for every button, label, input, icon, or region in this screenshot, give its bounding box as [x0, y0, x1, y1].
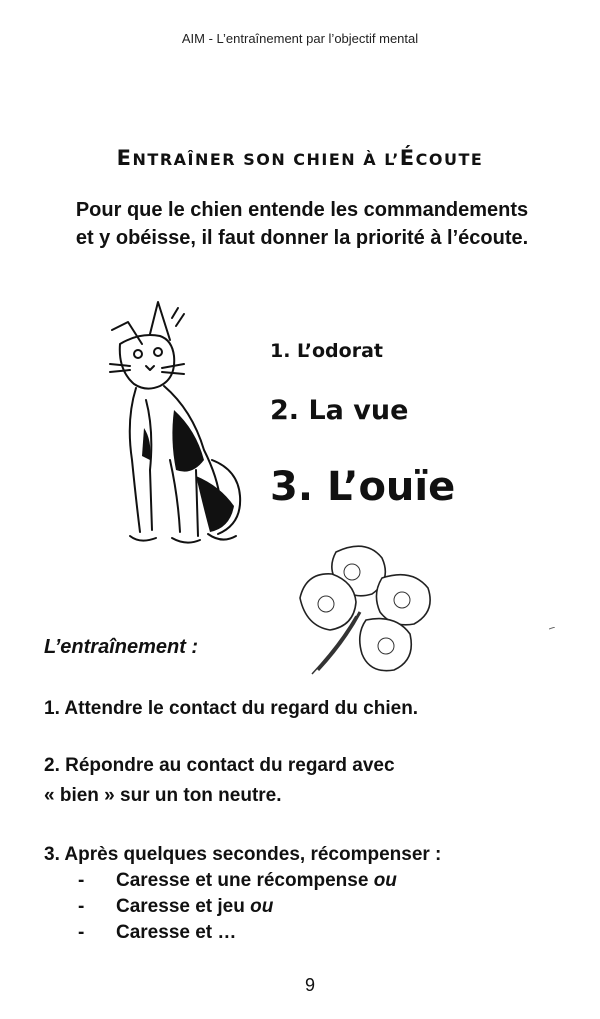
running-header: AIM - L’entraînement par l’objectif mental — [181, 31, 419, 46]
training-step-2 — [44, 751, 395, 811]
dash-marker: - — [78, 896, 85, 917]
reward-text: Caresse et jeu — [116, 896, 251, 917]
reward-text: Caresse et une récompense — [116, 870, 374, 891]
training-step-2-line-2: « bien » sur un ton neutre. — [44, 785, 282, 806]
reward-list — [76, 868, 397, 946]
sense-sight: 2. La vue — [270, 395, 409, 426]
training-heading: L’entraînement : — [44, 636, 199, 658]
page-title — [0, 146, 600, 170]
dash-marker: - — [78, 870, 85, 891]
title-initial-2: É — [399, 146, 416, 170]
intro-paragraph — [28, 196, 576, 252]
reward-italic: ou — [373, 870, 397, 891]
sense-smell: 1. L’odorat — [270, 340, 383, 362]
intro-line-1: Pour que le chien entende les commandements — [75, 199, 529, 221]
reward-list-item — [76, 920, 397, 946]
reward-italic: ou — [250, 896, 274, 917]
training-step-1: 1. Attendre le contact du regard du chien. — [44, 698, 419, 719]
cat-sketch-icon — [100, 300, 250, 555]
sense-hearing: 3. L’ouïe — [270, 464, 456, 510]
training-step-3: 3. Après quelques secondes, récompenser : — [44, 844, 442, 865]
reward-list-item — [76, 868, 397, 894]
intro-line-2: et y obéisse, il faut donner la priorité à l’écoute. — [75, 227, 529, 249]
title-initial-1: E — [116, 146, 133, 170]
training-step-2-line-1: 2. Répondre au contact du regard avec — [44, 755, 395, 776]
reward-list-item — [76, 894, 397, 920]
title-part-1: NTRAÎNER SON CHIEN À L’ — [132, 150, 400, 169]
reward-text: Caresse et … — [116, 922, 237, 943]
title-part-2: COUTE — [415, 150, 484, 169]
dash-marker: - — [78, 922, 85, 943]
four-leaf-clover-diagram-icon — [296, 542, 436, 682]
scan-speck — [549, 617, 555, 620]
page-number: 9 — [304, 975, 315, 995]
